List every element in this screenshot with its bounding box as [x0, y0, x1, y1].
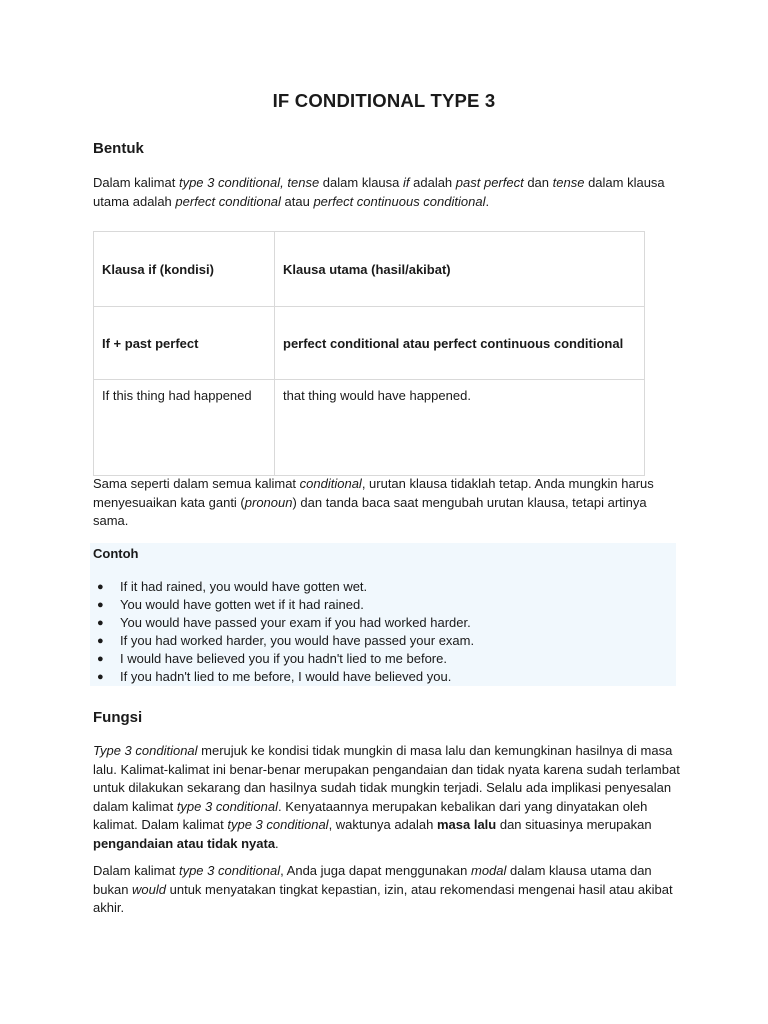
- text-run: merujuk ke kondisi tidak mungkin di masa lalu dan kemungkinan hasilnya di masa lalu. Kalimat-kalimat ini benar-benar merupakan pengandaian dan tidak nyata karena sudah terlambat untuk dilakukan sekarang dan hasilnya sudah tidak mungkin terjadi. Selalu ada implikasi penyesalan dalam kalimat: [93, 743, 680, 814]
- table-cell: If + past perfect: [94, 307, 275, 380]
- text-run: past perfect: [455, 175, 524, 190]
- bullet-icon: ●: [97, 653, 104, 665]
- text-run: modal: [470, 863, 507, 878]
- text-run: type 3 conditional: [227, 817, 329, 832]
- list-item-text: I would have believed you if you hadn't lied to me before.: [120, 651, 447, 666]
- list-item-text: If it had rained, you would have gotten wet.: [120, 579, 368, 594]
- text-run: dalam klausa utama dan bukan: [93, 863, 652, 897]
- text-run: , waktunya adalah: [328, 817, 437, 832]
- list-item: [90, 632, 474, 650]
- text-run: pengandaian atau tidak nyata: [93, 835, 276, 851]
- table-row: [94, 380, 645, 476]
- section-heading-bentuk: Bentuk: [93, 140, 144, 157]
- text-run: type 3 conditional: [176, 798, 278, 814]
- text-run: Dalam kalimat: [93, 863, 179, 878]
- bentuk-intro-paragraph: [93, 174, 683, 211]
- page-title: IF CONDITIONAL TYPE 3: [272, 90, 496, 111]
- text-run: adalah: [409, 175, 456, 190]
- table-row: [94, 307, 645, 380]
- list-item-text: If you had worked harder, you would have passed your exam.: [120, 633, 475, 648]
- text-run: untuk menyatakan tingkat kepastian, izin, atau rekomendasi mengenai hasil atau akibat akhir.: [93, 881, 673, 915]
- note-paragraph: [93, 475, 683, 531]
- table-cell: [94, 380, 275, 476]
- bullet-icon: ●: [97, 599, 104, 611]
- list-item: [90, 668, 474, 686]
- table-cell-text: that thing would have happened.: [283, 388, 471, 403]
- text-run: perfect conditional: [175, 193, 281, 209]
- text-run: dan: [523, 175, 553, 190]
- table-cell: [275, 380, 645, 476]
- table-cell: Klausa utama (hasil/akibat): [275, 232, 645, 307]
- text-run: atau: [280, 193, 314, 209]
- fungsi-paragraph-2: [93, 862, 683, 918]
- table-cell: Klausa if (kondisi): [94, 232, 275, 307]
- text-run: dalam klausa: [319, 175, 404, 190]
- text-run: .: [485, 193, 490, 209]
- list-item: [90, 614, 474, 632]
- text-run: perfect continuous conditional: [313, 193, 486, 209]
- text-run: pronoun: [244, 494, 293, 510]
- list-item-text: If you hadn't lied to me before, I would have believed you.: [120, 669, 452, 684]
- text-run: .: [275, 835, 279, 851]
- text-run: type 3 conditional: [178, 863, 281, 878]
- example-list: [90, 578, 474, 686]
- text-run: ) dan tanda baca saat mengubah urutan klausa, tetapi artinya sama.: [93, 494, 647, 528]
- contoh-label: Contoh: [93, 546, 139, 561]
- klausa-table: [93, 231, 645, 476]
- text-run: . Kenyataannya merupakan kebalikan dari yang dinyatakan oleh kalimat. Dalam kalimat: [93, 798, 648, 832]
- contoh-box: [90, 543, 676, 686]
- text-run: tense: [552, 175, 585, 190]
- text-run: masa lalu: [436, 817, 497, 832]
- section-heading-fungsi: Fungsi: [93, 709, 143, 726]
- text-run: conditional: [299, 476, 362, 491]
- list-item-text: You would have passed your exam if you had worked harder.: [120, 615, 471, 630]
- list-item: [90, 596, 474, 614]
- list-item: [90, 578, 474, 596]
- list-item: [90, 650, 474, 668]
- bullet-icon: ●: [97, 671, 104, 683]
- text-run: , urutan klausa tidaklah tetap. Anda mungkin harus menyesuaikan kata ganti (: [93, 476, 654, 510]
- list-item-text: You would have gotten wet if it had rained.: [120, 597, 364, 612]
- bullet-icon: ●: [97, 581, 104, 593]
- table-header-row: [94, 232, 645, 307]
- text-run: dan situasinya merupakan: [496, 817, 652, 832]
- fungsi-paragraph-1: [93, 742, 683, 853]
- text-run: Sama seperti dalam semua kalimat: [93, 476, 300, 491]
- text-run: dalam klausa utama adalah: [93, 175, 665, 209]
- bullet-icon: ●: [97, 635, 104, 647]
- bullet-icon: ●: [97, 617, 104, 629]
- text-run: type 3 conditional, tense: [178, 175, 320, 190]
- text-run: Type 3 conditional: [93, 743, 198, 758]
- table-cell-text: If this thing had happened: [102, 388, 252, 403]
- text-run: , Anda juga dapat menggunakan: [280, 863, 471, 878]
- table-cell: perfect conditional atau perfect continuous conditional: [275, 307, 645, 380]
- text-run: would: [132, 881, 167, 897]
- text-run: Dalam kalimat: [93, 175, 179, 190]
- text-run: if: [403, 175, 410, 190]
